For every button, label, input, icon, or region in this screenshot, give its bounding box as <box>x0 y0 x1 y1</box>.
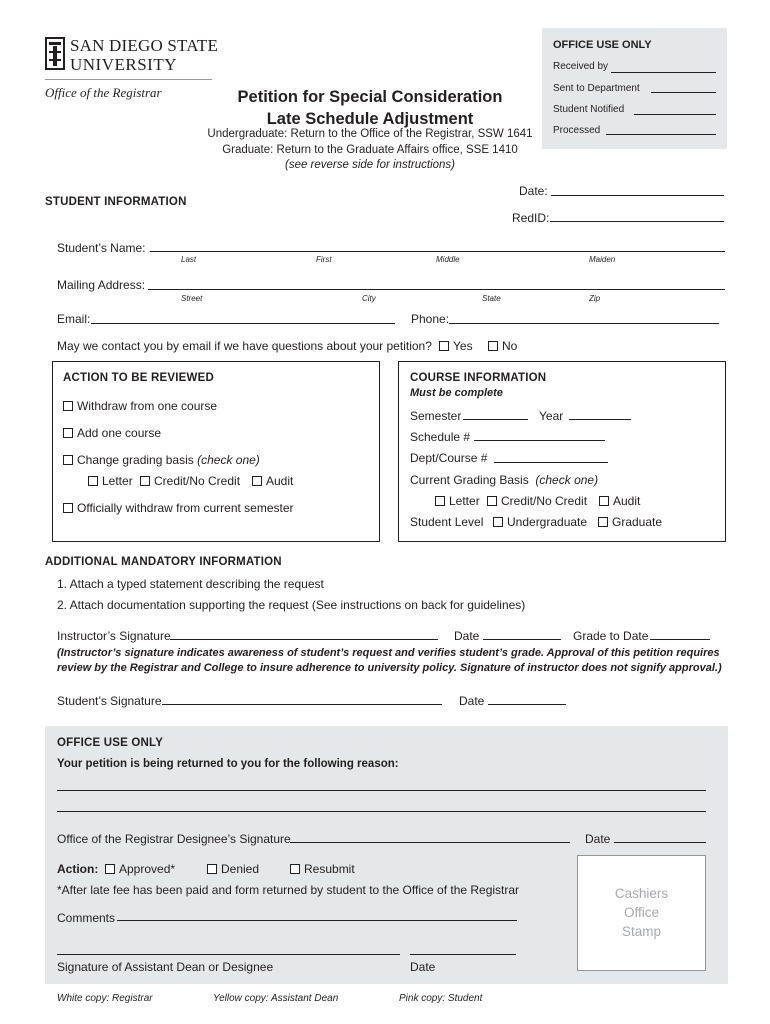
undergrad-return-note: Undergraduate: Return to the Office of the Registrar, SSW 1641 <box>207 128 533 140</box>
action-audit-option[interactable] <box>252 474 293 488</box>
instructor-note-line2: review by the Registrar and College to insure adherence to university policy. Signature of instructor does not signify approval.) <box>57 662 722 674</box>
additional-item-1: 1. Attach a typed statement describing the request <box>57 577 324 591</box>
course-audit-option[interactable] <box>599 494 640 508</box>
grading-basis-label <box>410 473 598 487</box>
action-credit-label: Credit/No Credit <box>154 474 241 488</box>
no-label: No <box>502 339 518 353</box>
yes-label: Yes <box>453 339 473 353</box>
received-by-label: Received by <box>553 61 609 72</box>
undergrad-label: Undergraduate <box>507 515 588 529</box>
action-letter-option[interactable] <box>88 474 133 488</box>
schedule-label: Schedule # <box>410 430 471 444</box>
redid-label: RedID: <box>512 211 550 225</box>
stamp-text-1: Cashiers <box>614 886 669 901</box>
stamp-text-2: Office <box>623 905 659 920</box>
course-audit-checkbox[interactable] <box>599 496 609 506</box>
late-fee-note: *After late fee has been paid and form returned by student to the Office of the Registrar <box>57 883 520 897</box>
university-logo-icon <box>45 37 65 70</box>
yes-checkbox[interactable] <box>439 341 449 351</box>
student-notified-label: Student Notified <box>553 104 625 115</box>
student-info-heading: STUDENT INFORMATION <box>45 196 187 208</box>
officially-withdraw-checkbox[interactable] <box>63 503 73 513</box>
form-title-line1: Petition for Special Consideration <box>237 88 503 106</box>
additional-item-2: 2. Attach documentation supporting the request (See instructions on back for guidelines) <box>57 598 526 612</box>
grad-return-note: Graduate: Return to the Graduate Affairs office, SSE 1410 <box>222 144 518 156</box>
action-credit-checkbox[interactable] <box>140 476 150 486</box>
add-checkbox[interactable] <box>63 428 73 438</box>
addr-state-caption: State <box>482 294 501 303</box>
name-maiden-caption: Maiden <box>589 255 616 264</box>
asst-dean-signature-label: Signature of Assistant Dean or Designee <box>57 960 274 974</box>
logo-divider <box>45 79 212 80</box>
date-field[interactable] <box>551 195 724 196</box>
sent-to-dept-field[interactable] <box>651 92 716 93</box>
reason-line-1[interactable] <box>57 790 706 791</box>
year-label: Year <box>539 409 564 423</box>
student-level-label: Student Level <box>410 515 484 529</box>
footer-yellow-copy: Yellow copy: Assistant Dean <box>213 993 339 1004</box>
denied-checkbox[interactable] <box>207 864 217 874</box>
comments-field[interactable] <box>117 920 517 921</box>
course-credit-checkbox[interactable] <box>487 496 497 506</box>
addr-zip-caption: Zip <box>589 294 601 303</box>
change-basis-option[interactable] <box>63 453 260 467</box>
action-heading: ACTION TO BE REVIEWED <box>63 372 214 384</box>
grad-checkbox[interactable] <box>598 517 608 527</box>
received-by-field[interactable] <box>611 72 716 73</box>
course-letter-checkbox[interactable] <box>435 496 445 506</box>
sent-to-dept-label: Sent to Department <box>553 83 640 94</box>
student-signature-label: Student’s Signature <box>57 694 162 708</box>
undergrad-checkbox[interactable] <box>493 517 503 527</box>
phone-label: Phone: <box>411 312 450 326</box>
withdraw-option[interactable] <box>63 399 217 413</box>
phone-field[interactable] <box>449 323 719 324</box>
email-label: Email: <box>57 312 91 326</box>
student-name-field[interactable] <box>150 251 725 252</box>
action-letter-label: Letter <box>102 474 133 488</box>
semester-field[interactable] <box>463 419 528 420</box>
grading-check-one: (check one) <box>535 473 599 487</box>
undergrad-option[interactable] <box>493 515 587 529</box>
action-audit-label: Audit <box>266 474 294 488</box>
email-field[interactable] <box>91 323 395 324</box>
name-middle-caption: Middle <box>436 255 460 264</box>
grad-option[interactable] <box>598 515 662 529</box>
addr-city-caption: City <box>362 294 376 303</box>
stamp-text-3: Stamp <box>621 924 662 939</box>
semester-label: Semester <box>410 409 462 423</box>
change-basis-label: Change grading basis <box>77 453 194 467</box>
footer-white-copy: White copy: Registrar <box>57 993 153 1004</box>
instructor-signature-label: Instructor’s Signature <box>57 629 171 643</box>
grading-basis-text: Current Grading Basis <box>410 473 529 487</box>
action-decision-label: Action: <box>57 862 99 876</box>
schedule-field[interactable] <box>474 440 605 441</box>
action-credit-option[interactable] <box>140 474 240 488</box>
course-credit-option[interactable] <box>487 494 587 508</box>
addr-street-caption: Street <box>181 294 203 303</box>
contact-question: May we contact you by email if we have questions about your petition? <box>57 339 432 353</box>
office-use-heading: OFFICE USE ONLY <box>553 39 652 51</box>
name-first-caption: First <box>316 255 332 264</box>
dept-course-field[interactable] <box>494 462 608 463</box>
footer-pink-copy: Pink copy: Student <box>399 993 483 1004</box>
course-audit-label: Audit <box>613 494 641 508</box>
designee-signature-label: Office of the Registrar Designee’s Signature <box>57 832 291 846</box>
grade-to-date-field[interactable] <box>650 639 710 640</box>
officially-withdraw-label: Officially withdraw from current semester <box>77 501 294 515</box>
student-notified-field[interactable] <box>634 114 716 115</box>
action-letter-checkbox[interactable] <box>88 476 98 486</box>
asst-dean-signature-field[interactable] <box>57 954 400 955</box>
resubmit-checkbox[interactable] <box>290 864 300 874</box>
contact-yes-option[interactable] <box>439 339 473 353</box>
student-date-field[interactable] <box>488 704 566 705</box>
instructor-date-field[interactable] <box>483 639 561 640</box>
approved-checkbox[interactable] <box>105 864 115 874</box>
mailing-address-label: Mailing Address: <box>57 278 146 292</box>
instructor-note-line1: (Instructor’s signature indicates awareness of student’s request and verifies student’s grade. Approval of this petition requires <box>57 647 720 659</box>
comments-label: Comments <box>57 911 116 925</box>
office-use-top-panel <box>542 28 727 149</box>
mailing-address-field[interactable] <box>148 289 725 290</box>
grad-label: Graduate <box>612 515 663 529</box>
dept-course-label: Dept/Course # <box>410 451 488 465</box>
student-signature-field[interactable] <box>162 704 442 705</box>
course-credit-label: Credit/No Credit <box>501 494 588 508</box>
add-option[interactable] <box>63 426 161 440</box>
processed-label: Processed <box>553 125 601 136</box>
university-name-line1: SAN DIEGO STATE <box>70 36 219 55</box>
instructor-date-label: Date <box>454 629 480 643</box>
check-one-note: (check one) <box>197 453 260 467</box>
reason-line-2[interactable] <box>57 811 706 812</box>
action-audit-checkbox[interactable] <box>252 476 262 486</box>
designee-signature-field[interactable] <box>290 842 570 843</box>
must-complete-note: Must be complete <box>410 387 503 399</box>
resubmit-label: Resubmit <box>304 862 355 876</box>
name-last-caption: Last <box>181 255 197 264</box>
add-label: Add one course <box>77 426 162 440</box>
grade-to-date-label: Grade to Date <box>573 629 649 643</box>
contact-no-option[interactable] <box>488 339 517 353</box>
denied-option[interactable] <box>207 862 259 876</box>
year-field[interactable] <box>569 419 631 420</box>
designee-date-label: Date <box>585 832 611 846</box>
asst-dean-date-field[interactable] <box>410 954 516 955</box>
registrar-office-label: Office of the Registrar <box>45 85 162 100</box>
date-label: Date: <box>519 184 548 198</box>
change-basis-checkbox[interactable] <box>63 455 73 465</box>
designee-date-field[interactable] <box>614 842 706 843</box>
approved-label: Approved* <box>119 862 176 876</box>
course-letter-label: Letter <box>449 494 480 508</box>
student-name-label: Student’s Name: <box>57 241 146 255</box>
additional-heading: ADDITIONAL MANDATORY INFORMATION <box>45 556 282 568</box>
officially-withdraw-option[interactable] <box>63 501 294 515</box>
approved-option[interactable] <box>105 862 175 876</box>
processed-field[interactable] <box>606 134 716 135</box>
student-date-label: Date <box>459 694 485 708</box>
instructor-signature-field[interactable] <box>170 639 438 640</box>
university-name-line2: UNIVERSITY <box>70 55 177 74</box>
withdraw-label: Withdraw from one course <box>77 399 218 413</box>
course-heading: COURSE INFORMATION <box>410 372 547 384</box>
form-title-line2: Late Schedule Adjustment <box>266 110 474 128</box>
denied-label: Denied <box>221 862 260 876</box>
redid-field[interactable] <box>550 221 724 222</box>
no-checkbox[interactable] <box>488 341 498 351</box>
course-letter-option[interactable] <box>435 494 480 508</box>
asst-dean-date-label: Date <box>410 960 436 974</box>
instructions-note: (see reverse side for instructions) <box>284 159 455 171</box>
withdraw-checkbox[interactable] <box>63 401 73 411</box>
office-use-bottom-heading: OFFICE USE ONLY <box>57 737 164 749</box>
cashiers-stamp-box <box>577 855 706 971</box>
return-reason-label: Your petition is being returned to you for the following reason: <box>57 758 399 770</box>
resubmit-option[interactable] <box>290 862 355 876</box>
